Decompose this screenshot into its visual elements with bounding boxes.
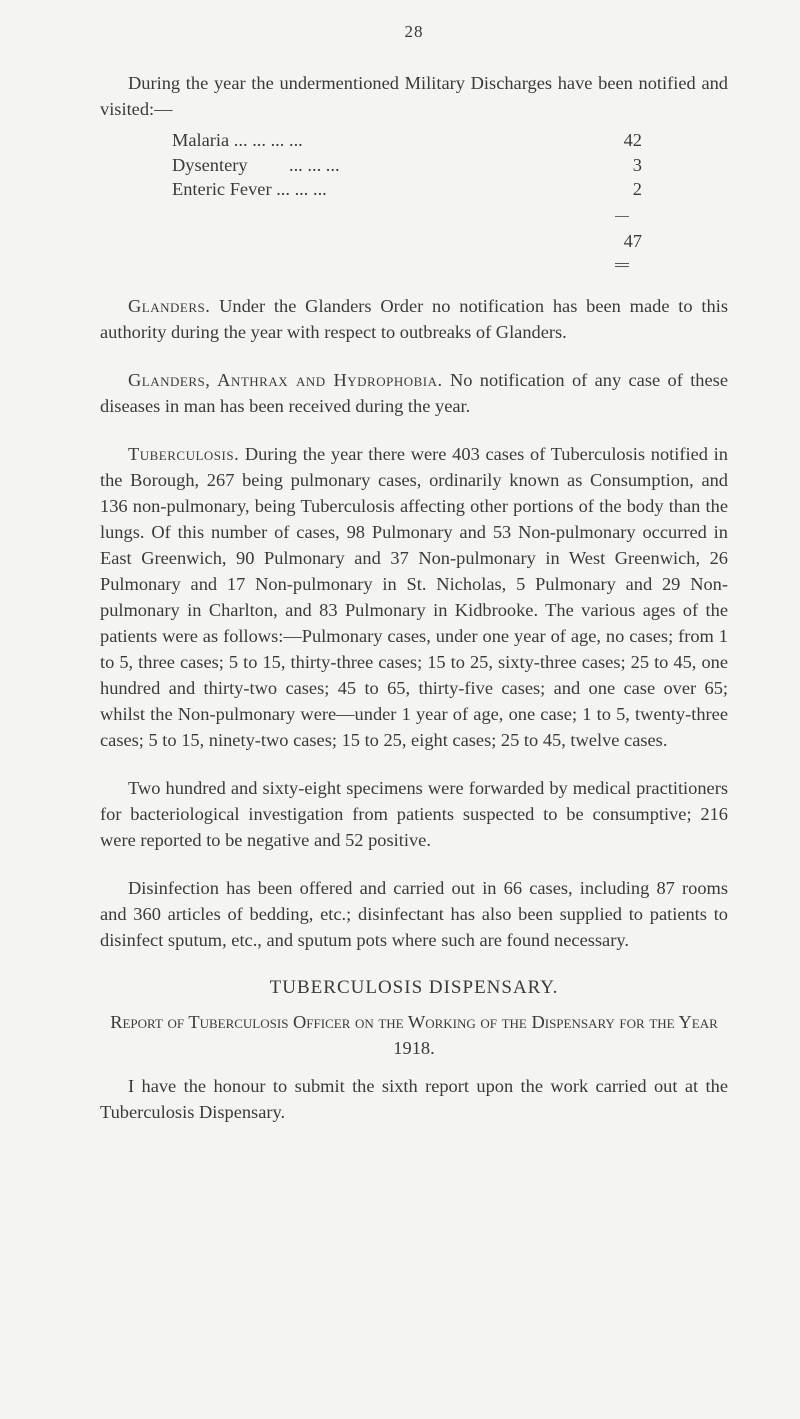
- disease-count: 42: [623, 130, 642, 150]
- glanders-heading: Glanders.: [128, 295, 211, 316]
- specimens-paragraph: Two hundred and sixty-eight specimens were forwarded by medical practitioners for bacteriological investigation from patients suspected to be consumptive; 216 were reported to be negative and 52 positive.: [100, 777, 728, 850]
- disease-count: 2: [632, 179, 642, 199]
- tuberculosis-paragraph: [100, 441, 728, 753]
- disease-name: Dysentery ... ... ...: [172, 154, 340, 175]
- disease-row: [172, 128, 642, 153]
- glanders-anthrax-heading: Glanders, Anthrax and Hydrophobia.: [128, 369, 443, 390]
- disease-total: 47: [623, 230, 642, 251]
- intro-paragraph: During the year the undermentioned Military Discharges have been notified and visited:—: [100, 73, 728, 119]
- disease-count: 3: [632, 154, 642, 175]
- dispensary-heading: TUBERCULOSIS DISPENSARY.: [269, 976, 559, 998]
- military-discharges-table: [172, 128, 642, 202]
- disease-name: Malaria ... ... ... ...: [172, 130, 303, 150]
- disease-row: [172, 153, 642, 178]
- glanders-text: Under the Glanders Order no notification has been made to this authority during the year with respect to outbreaks of Glanders.: [100, 295, 728, 342]
- glanders-anthrax-text: No notification of any case of these diseases in man has been received during the year.: [100, 369, 728, 416]
- disease-row: [172, 177, 642, 202]
- total-double-rule: [172, 253, 642, 267]
- document-page: [100, 22, 728, 1125]
- tuberculosis-text: During the year there were 403 cases of Tuberculosis notified in the Borough, 267 being pulmonary cases, ordinarily known as Consumption, and 136 non-pulmonary, being Tuberculosis affecting other portions of the body than the lungs. Of this number of cases, 98 Pulmonary and 53 Non-pulmonary occurred in East Greenwich, 90 Pulmonary and 37 Non-pulmonary in West Greenwich, 26 Pulmonary and 17 Non-pulmonary in St. Nicholas, 5 Pulmonary and 29 Non-pulmonary in Charlton, and 83 Pulmonary in Kidbrooke. The various ages of the patients were as follows:—Pulmonary cases, under one year of age, no cases; from 1 to 5, three cases; 5 to 15, thirty-three cases; 15 to 25, sixty-three cases; 25 to 45, one hundred and thirty-two cases; 45 to 65, thirty-five cases; and one case over 65; whilst the Non-pulmonary were—under 1 year of age, one case; 1 to 5, twenty-three cases; 5 to 15, ninety-two cases; 15 to 25, eight cases; 25 to 45, twelve cases.: [100, 443, 728, 750]
- page-number: 28: [404, 22, 424, 41]
- sum-rule: [172, 202, 642, 229]
- glanders-anthrax-paragraph: [100, 367, 728, 419]
- closing-paragraph: I have the honour to submit the sixth report upon the work carried out at the Tuberculosis Dispensary.: [100, 1075, 728, 1122]
- disinfection-paragraph: Disinfection has been offered and carried out in 66 cases, including 87 rooms and 360 articles of bedding, etc.; disinfectant has also been supplied to patients to disinfect sputum, etc., and sputum pots where such are found necessary.: [100, 877, 728, 950]
- glanders-paragraph: [100, 293, 728, 345]
- tuberculosis-heading: Tuberculosis.: [128, 443, 240, 464]
- report-title: Report of Tuberculosis Officer on the Working of the Dispensary for the Year 1918.: [110, 1011, 718, 1058]
- disease-name: Enteric Fever ... ... ...: [172, 179, 327, 199]
